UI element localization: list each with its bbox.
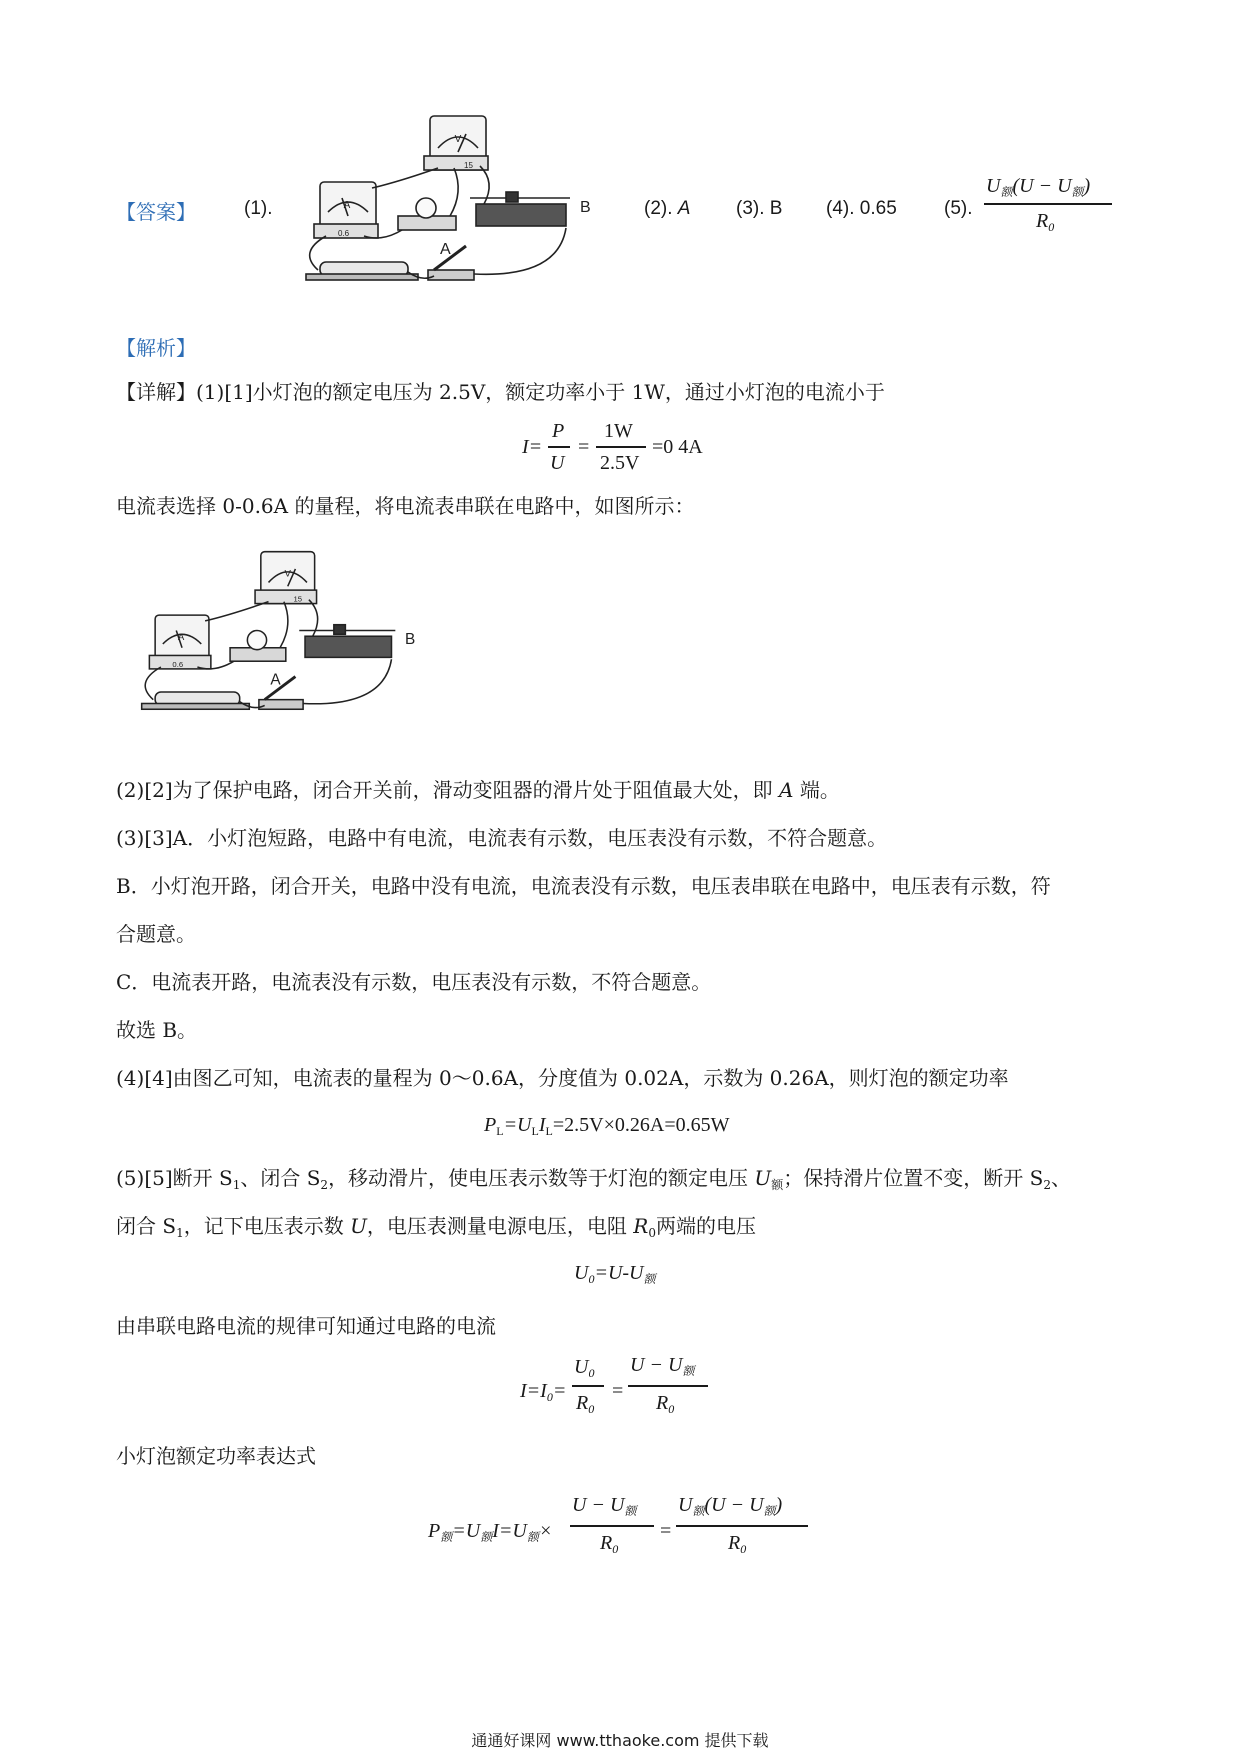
eq1-right: =0 4A — [652, 436, 703, 458]
answer-part-1: (1). — [244, 198, 273, 219]
eq6-num1: $U_0$ — [574, 1356, 595, 1380]
eq7-equals: = — [660, 1520, 672, 1542]
answer-fraction-denominator: $R_0$ — [1036, 210, 1055, 234]
answer-part-2: (2). A — [644, 198, 691, 219]
analysis-tag: 【解析】 — [116, 336, 196, 360]
circuit-diagram-detail — [134, 544, 428, 740]
eq7-den1: $R_0$ — [600, 1532, 619, 1556]
para-3a: (3)[3]A．小灯泡短路，电路中有电流，电流表有示数，电压表没有示数，不符合题意。 — [116, 826, 888, 850]
rheostat-label-b: B — [404, 630, 416, 648]
eq1-bar2 — [596, 446, 646, 448]
eq6-left: $I=I_0=$ — [520, 1380, 567, 1404]
detail-line-1: 【详解】(1)[1]小灯泡的额定电压为 2.5V，额定功率小于 1W，通过小灯泡的电流小于 — [116, 380, 885, 404]
eq1-den1: U — [550, 452, 565, 474]
eq1-left: I= — [522, 436, 543, 458]
answer-part-5: (5). — [944, 198, 973, 219]
eq1-equals: = — [578, 436, 590, 458]
eq7-num1: $U - U_额$ — [572, 1494, 637, 1518]
eq5: $U_0=U-U_额$ — [574, 1262, 656, 1286]
para-3c: 合题意。 — [116, 922, 196, 946]
eq7-bar2 — [676, 1525, 808, 1527]
para-6: 由串联电路电流的规律可知通过电路的电流 — [116, 1314, 496, 1338]
para-3d: C．电流表开路，电流表没有示数，电压表没有示数，不符合题意。 — [116, 970, 712, 994]
eq6-bar2 — [628, 1385, 708, 1387]
page-footer: 通通好课网 www.tthaoke.com 提供下载 — [471, 1731, 769, 1750]
para-7: 小灯泡额定功率表达式 — [116, 1444, 316, 1468]
detail-line-2: 电流表选择 0-0.6A 的量程，将电流表串联在电路中，如图所示： — [116, 494, 695, 518]
lamp-bulb — [416, 198, 436, 218]
eq6-den2: $R_0$ — [656, 1392, 675, 1416]
ammeter-symbol: A — [343, 200, 351, 211]
ammeter-range: 0.6 — [172, 659, 184, 669]
eq6-bar1 — [572, 1385, 604, 1387]
circuit-diagram-answer — [298, 112, 604, 308]
ammeter-range: 0.6 — [338, 229, 350, 238]
para-3e: 故选 B。 — [116, 1018, 198, 1042]
eq7-left: $P_额=U_额I=U_额\times$ — [428, 1520, 553, 1544]
eq1-den2: 2.5V — [600, 452, 640, 474]
eq1-num1: P — [552, 420, 565, 442]
voltmeter-symbol: V — [284, 568, 291, 580]
answer-fraction-numerator: $U_额(U - U_额)$ — [986, 175, 1091, 199]
eq4: $P_L=U_LI_L=2.5V\times 0.26A=0.65W$ — [484, 1114, 730, 1138]
eq7-den2: $R_0$ — [728, 1532, 747, 1556]
para-3b: B．小灯泡开路，闭合开关，电路中没有电流，电流表没有示数，电压表串联在电路中，电压表有示数，符 — [116, 874, 1051, 898]
rheostat-label-b: B — [580, 199, 591, 216]
voltmeter-symbol: V — [454, 134, 462, 145]
voltmeter-range: 15 — [464, 161, 473, 170]
eq6-num2: $U - U_额$ — [630, 1354, 695, 1378]
para-4: (4)[4]由图乙可知，电流表的量程为 0～0.6A，分度值为 0.02A，示数为 0.26A，则灯泡的额定功率 — [116, 1066, 1009, 1090]
answer-part-3: (3). B — [736, 198, 783, 219]
answer-tag: 【答案】 — [116, 200, 196, 224]
rheostat-label-a: A — [440, 241, 451, 258]
voltmeter-range: 15 — [293, 594, 303, 604]
answer-fraction-bar — [984, 203, 1112, 205]
eq7-num2: $U_额(U - U_额)$ — [678, 1494, 783, 1518]
eq1-bar1 — [548, 446, 570, 448]
switch — [428, 270, 474, 280]
eq7-bar1 — [570, 1525, 654, 1527]
answer-part-4: (4). 0.65 — [826, 198, 897, 219]
rheostat-label-a: A — [270, 671, 281, 689]
para-2: (2)[2]为了保护电路，闭合开关前，滑动变阻器的滑片处于阻值最大处，即 A 端。 — [116, 778, 840, 802]
eq6-den1: $R_0$ — [576, 1392, 595, 1416]
ammeter-symbol: A — [177, 632, 185, 644]
eq6-equals: = — [612, 1380, 624, 1402]
rheostat — [476, 204, 566, 226]
para-5a: (5)[5]断开 $S_1$、闭合 $S_2$，移动滑片，使电压表示数等于灯泡的额定电压 $U_额$；保持滑片位置不变，断开 $S_2$、 — [116, 1166, 1071, 1192]
eq1-num2: 1W — [604, 420, 633, 442]
para-5b: 闭合 $S_1$，记下电压表示数 U，电压表测量电源电压，电阻 $R_0$两端的电压 — [116, 1214, 756, 1240]
